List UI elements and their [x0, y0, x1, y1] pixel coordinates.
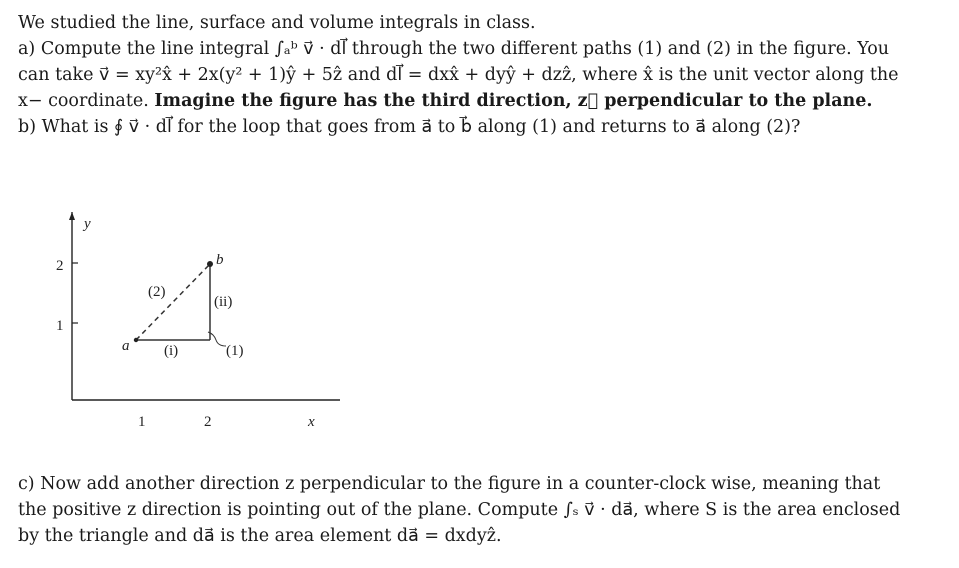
path-2-line	[136, 264, 210, 340]
part-a-line-3	[18, 88, 928, 114]
problem-text	[18, 10, 928, 140]
part-a-line-3-plain: x− coordinate.	[18, 91, 149, 111]
part-c-line-1: c) Now add another direction z perpendicular to the figure in a counter-clock wise, meaning that	[18, 474, 881, 494]
y-tick-label-2: 2	[56, 258, 64, 274]
part-a-line-2: can take v⃗ = xy²x̂ + 2x(y² + 1)ŷ + 5ẑ and dl⃗ = dxx̂ + dyŷ + dzẑ, where x̂ is the unit vector along the	[18, 65, 899, 85]
segment-ii-label: (ii)	[214, 294, 233, 310]
segment-i-label: (i)	[164, 343, 179, 359]
x-tick-label-1: 1	[138, 414, 146, 430]
y-tick-label-1: 1	[56, 318, 64, 334]
part-c-text	[18, 471, 928, 549]
intro-line: We studied the line, surface and volume integrals in class.	[18, 13, 536, 33]
part-c-line-2: the positive z direction is pointing out of the plane. Compute ∫ₛ v⃗ · da⃗, where S is the area enclosed	[18, 500, 901, 520]
path-2-label: (2)	[148, 284, 166, 300]
path-1-label: (1)	[226, 343, 244, 359]
part-a-line-1: a) Compute the line integral ∫ₐᵇ v⃗ · dl⃗ through the two different paths (1) and (2) in the figure. You	[18, 39, 890, 59]
part-c-line-3: by the triangle and da⃗ is the area element da⃗ = dxdyẑ.	[18, 526, 502, 546]
point-b-dot	[207, 261, 213, 267]
path-diagram	[40, 200, 340, 440]
x-tick-label-2: 2	[204, 414, 212, 430]
point-b-label: b	[216, 252, 224, 268]
x-axis-label: x	[308, 414, 315, 430]
part-b-line: b) What is ∮ v⃗ · dl⃗ for the loop that goes from a⃗ to b⃗ along (1) and returns to a⃗ along (2)?	[18, 117, 801, 137]
y-axis-label: y	[84, 216, 91, 232]
y-axis-arrow-icon	[69, 212, 75, 220]
point-a-label: a	[122, 338, 130, 354]
point-a-dot	[134, 338, 138, 342]
part-a-emphasis: Imagine the figure has the third direction, z⃗ perpendicular to the plane.	[154, 91, 873, 111]
